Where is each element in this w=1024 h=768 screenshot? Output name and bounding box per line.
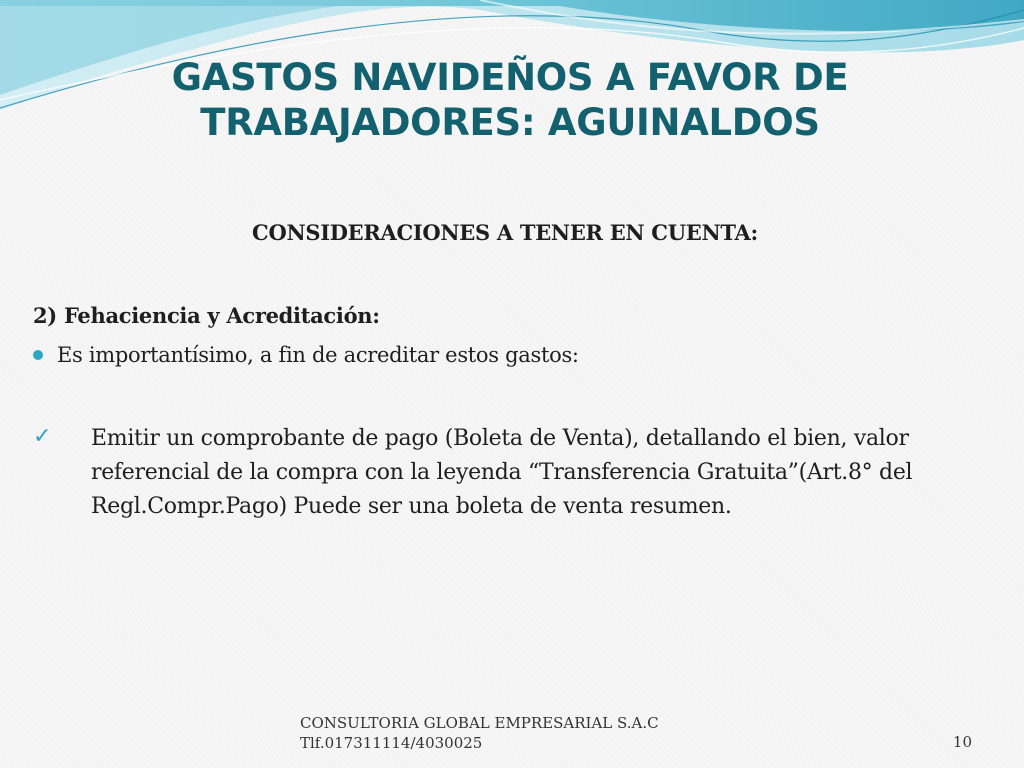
- checkmark-item: [33, 422, 963, 524]
- footer-company: CONSULTORIA GLOBAL EMPRESARIAL S.A.C Tlf.017311114/4030025: [300, 714, 659, 752]
- slide-title: GASTOS NAVIDEÑOS A FAVOR DE TRABAJADORES: AGUINALDOS: [171, 56, 849, 144]
- page-number: 10: [952, 733, 972, 751]
- bullet-dot-icon: [33, 350, 43, 360]
- checkmark-icon: ✓: [33, 424, 52, 449]
- bullet-text: Es importantísimo, a fin de acreditar estos gastos:: [57, 343, 579, 367]
- slide-subtitle: CONSIDERACIONES A TENER EN CUENTA:: [252, 220, 758, 245]
- bullet-item: [33, 343, 579, 367]
- checkmark-text: Emitir un comprobante de pago (Boleta de Venta), detallando el bien, valor referencial de la compra con la leyenda “Transferencia Gratuita”(Art.8° del Regl.Compr.Pago) Puede ser una boleta de venta resumen.: [91, 426, 913, 519]
- section-heading: 2) Fehaciencia y Acreditación:: [33, 303, 380, 328]
